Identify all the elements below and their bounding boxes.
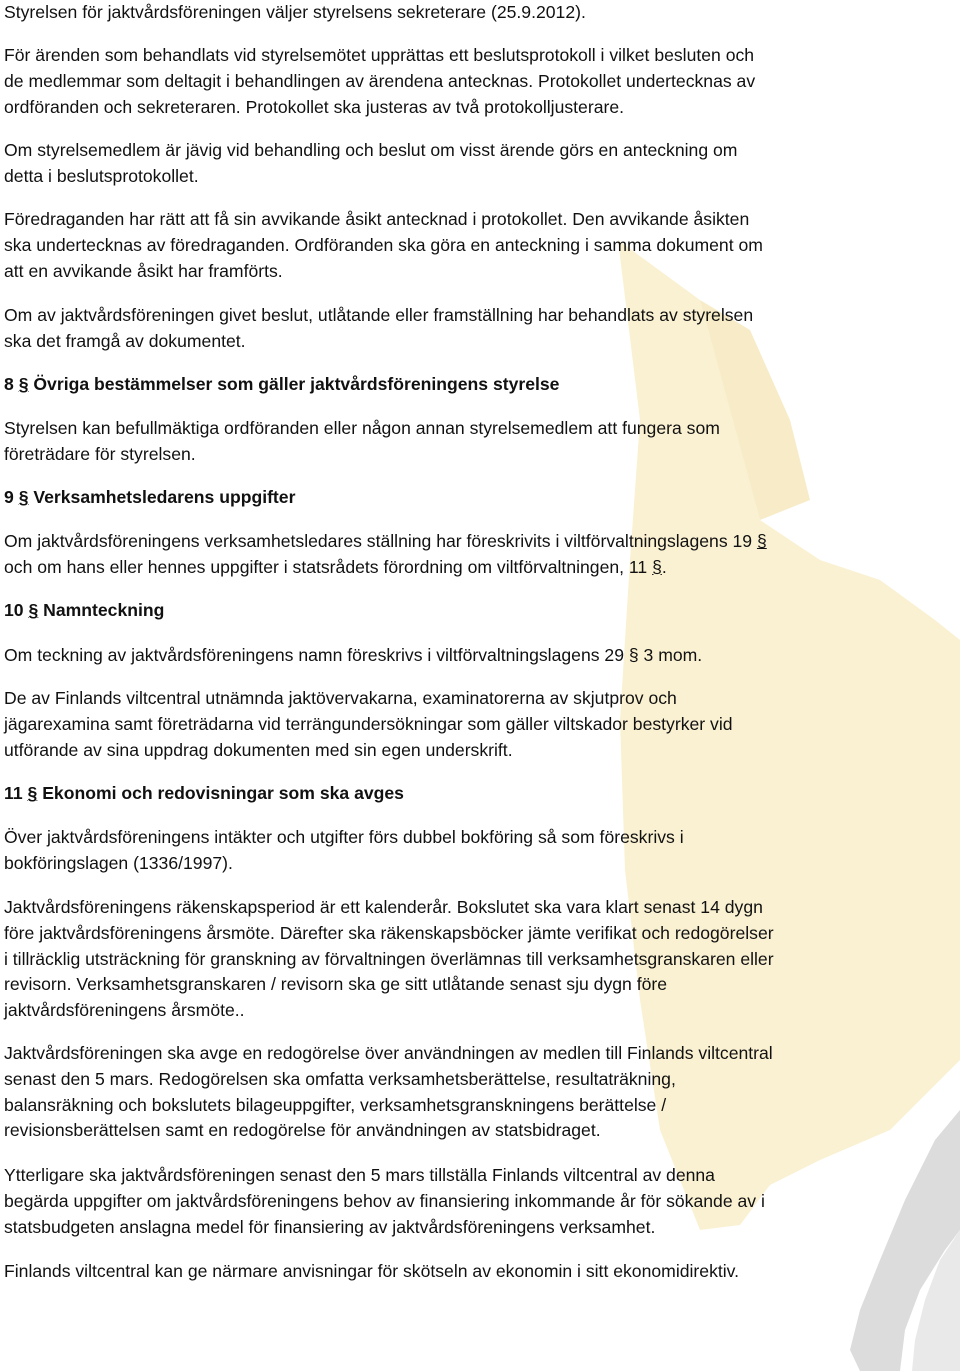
text-line: Jaktvårdsföreningen ska avge en redogörelse över användningen av medlen till Finlands viltcentral bbox=[4, 1043, 773, 1063]
text-line: ska undertecknas av föredraganden. Ordföranden ska göra en anteckning i samma dokument om bbox=[4, 234, 763, 255]
text-line: och om hans eller hennes uppgifter i statsrådets förordning om viltförvaltningen, 11 §. bbox=[4, 556, 667, 577]
text-line: att en avvikande åsikt har framförts. bbox=[4, 260, 283, 281]
text-line: statsbudgeten anslagna medel för finansiering av jaktvårdsföreningens verksamhet. bbox=[4, 1216, 656, 1237]
text-line: Om jaktvårdsföreningens verksamhetsledares ställning har föreskrivits i viltförvaltningslagens 19 § bbox=[4, 531, 767, 551]
paragraph-representative bbox=[4, 416, 954, 468]
text-line: balansräkning och bokslutets bilageuppgifter, verksamhetsgranskningens berättelse / bbox=[4, 1094, 667, 1115]
text-line: de medlemmar som deltagit i behandlingen av ärendena antecknas. Protokollet undertecknas av bbox=[4, 70, 756, 91]
section-heading-11: 11 § Ekonomi och redovisningar som ska avges bbox=[4, 783, 404, 803]
paragraph-manager-duties bbox=[4, 529, 954, 581]
text-line: Om styrelsemedlem är jävig vid behandling och beslut om visst ärende görs en anteckning om bbox=[4, 140, 738, 160]
section-heading-8: 8 § Övriga bestämmelser som gäller jaktvårdsföreningens styrelse bbox=[4, 374, 560, 394]
text-line: jägarexamina samt företrädarna vid terrängundersökningar som gäller viltskador bestyrker vid bbox=[4, 713, 733, 734]
text-line: Jaktvårdsföreningens räkenskapsperiod är ett kalenderår. Bokslutet ska vara klart senast 14 dygn bbox=[4, 897, 763, 917]
paragraph-protocol bbox=[4, 43, 954, 120]
top-line: Styrelsen för jaktvårdsföreningen väljer styrelsens sekreterare (25.9.2012). bbox=[4, 2, 586, 22]
paragraph-decision bbox=[4, 303, 954, 355]
text-line: företrädare för styrelsen. bbox=[4, 443, 196, 464]
text-line: De av Finlands viltcentral utnämnda jaktövervakarna, examinatorerna av skjutprov och bbox=[4, 688, 677, 708]
text-line: Om av jaktvårdsföreningen givet beslut, utlåtande eller framställning har behandlats av styrelsen bbox=[4, 305, 754, 325]
paragraph-fiscal-period bbox=[4, 895, 954, 1024]
text-line: Föredraganden har rätt att få sin avvikande åsikt antecknad i protokollet. Den avvikande åsikten bbox=[4, 209, 750, 229]
paragraph-jav bbox=[4, 138, 954, 190]
text-line: i tillräcklig utsträckning för granskning av förvaltningen överlämnas till verksamhetsgranskaren eller bbox=[4, 948, 774, 969]
paragraph-signing: Om teckning av jaktvårdsföreningens namn föreskrivs i viltförvaltningslagens 29 § 3 mom. bbox=[4, 645, 703, 665]
paragraph-funding-needs bbox=[4, 1163, 954, 1240]
paragraph-dissent bbox=[4, 207, 954, 284]
section-heading-9: 9 § Verksamhetsledarens uppgifter bbox=[4, 487, 296, 507]
text-line: revisorn. Verksamhetsgranskaren / revisorn ska ge sitt utlåtande senast sju dygn före bbox=[4, 974, 668, 995]
paragraph-bookkeeping bbox=[4, 825, 954, 877]
section-heading-10: 10 § Namnteckning bbox=[4, 600, 165, 620]
text-line: jaktvårdsföreningens årsmöte.. bbox=[4, 1000, 245, 1021]
text-line: senast den 5 mars. Redogörelsen ska omfatta verksamhetsberättelse, resultaträkning, bbox=[4, 1068, 676, 1089]
text-line: utförande av sina uppdrag dokumenten med sin egen underskrift. bbox=[4, 739, 513, 760]
text-line: bokföringslagen (1336/1997). bbox=[4, 852, 233, 873]
text-line: ska det framgå av dokumentet. bbox=[4, 330, 246, 351]
text-line: Över jaktvårdsföreningens intäkter och utgifter förs dubbel bokföring så som föreskrivs i bbox=[4, 827, 684, 847]
text-line: ordföranden och sekreteraren. Protokollet ska justeras av två protokolljusterare. bbox=[4, 96, 625, 117]
paragraph-officials bbox=[4, 686, 954, 763]
text-line: begärda uppgifter om jaktvårdsföreningens behov av finansiering inkommande år för sökande av i bbox=[4, 1190, 765, 1211]
text-line: Styrelsen kan befullmäktiga ordföranden eller någon annan styrelsemedlem att fungera som bbox=[4, 418, 720, 438]
text-line: revisionsberättelsen samt en redogörelse för användningen av statsbidraget. bbox=[4, 1120, 601, 1141]
text-line: Ytterligare ska jaktvårdsföreningen senast den 5 mars tillställa Finlands viltcentral av denna bbox=[4, 1165, 715, 1185]
text-line: detta i beslutsprotokollet. bbox=[4, 165, 199, 186]
text-line: före jaktvårdsföreningens årsmöte. Därefter ska räkenskapsböcker jämte verifikat och redogörelser bbox=[4, 922, 774, 943]
paragraph-directive: Finlands viltcentral kan ge närmare anvisningar för skötseln av ekonomin i sitt ekonomidirektiv. bbox=[4, 1261, 740, 1281]
paragraph-report bbox=[4, 1041, 954, 1144]
text-line: För ärenden som behandlats vid styrelsemötet upprättas ett beslutsprotokoll i vilket besluten och bbox=[4, 45, 755, 65]
